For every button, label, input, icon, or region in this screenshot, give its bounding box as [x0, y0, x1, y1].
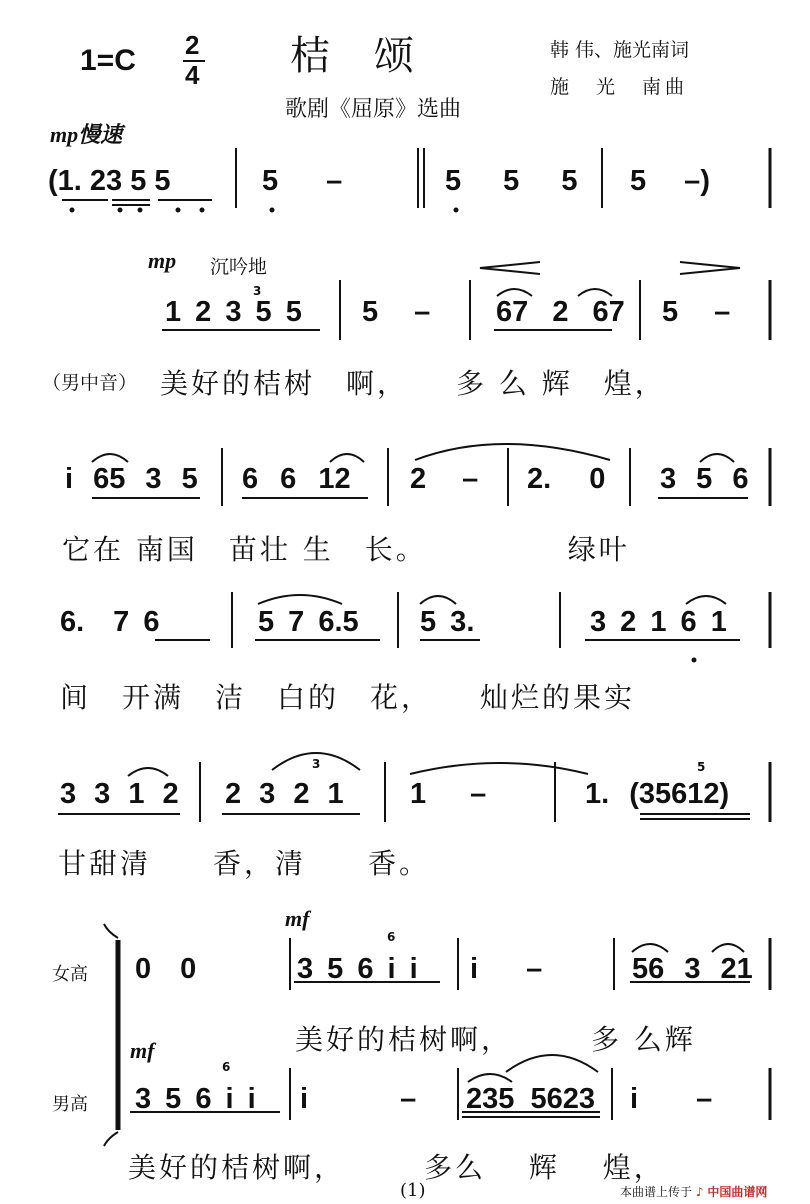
key-signature: 1=C [80, 44, 136, 77]
note-group: i – [630, 1083, 713, 1115]
grace-note: 3 [253, 284, 262, 298]
note-group: 1 – [410, 778, 487, 810]
note-group: i – [300, 1083, 417, 1115]
grace-note: 5 [697, 760, 706, 774]
watermark-logo-icon: ♪ [695, 1185, 704, 1199]
note-group: 5 5 5 [445, 165, 578, 197]
note-group: (1. 23 5 5 [48, 165, 171, 197]
lyricist-credit: 韩 伟、施光南词 [550, 39, 690, 61]
watermark-prefix: 本曲谱上传于 [620, 1185, 693, 1199]
grace-note: 6 [222, 1060, 231, 1074]
watermark-site: 中国曲谱网 [707, 1185, 768, 1199]
note-group: 3 3 1 2 [60, 778, 179, 810]
note-group: 5 – [262, 165, 343, 197]
expression-text: 沉吟地 [210, 256, 268, 278]
note-group: 1 2 3 5 5 [165, 296, 302, 328]
note-group: 5 3. [420, 606, 475, 638]
note-group: 3 5 6 i i [135, 1083, 256, 1115]
part-label-lower: 男高 [52, 1094, 88, 1115]
note-group: 1. (35612) [585, 778, 730, 810]
lyrics-line: 美好的桔树 啊， 多 么 辉 煌， [160, 367, 666, 400]
triplet-mark: 3 [312, 757, 321, 771]
note-group: 5 – [362, 296, 431, 328]
note-group: 3 5 6 [660, 463, 749, 495]
voice-label: （男中音） [42, 372, 138, 394]
note-group: 3 5 6 i i [297, 953, 418, 985]
note-group: 235 5623 [466, 1083, 595, 1115]
dynamic-mp: mp [148, 248, 177, 273]
note-group: 3 2 1 6 1 [590, 606, 727, 638]
composer-credit: 施 光 南曲 [550, 76, 689, 98]
note-group: 0 0 [135, 953, 197, 985]
lyrics-line-lower: 美好的桔树啊， 多么 辉 煌， [128, 1151, 665, 1184]
note-group: 56 3 21 [632, 953, 753, 985]
note-group: 5 – [662, 296, 731, 328]
grace-note: 6 [387, 930, 396, 944]
dynamic-mf-lower: mf [130, 1038, 155, 1063]
tempo-marking: mp慢速 [50, 122, 123, 147]
meter-top: 2 [185, 30, 200, 60]
note-group: 5 7 6.5 [258, 606, 359, 638]
dynamic-mf-upper: mf [285, 906, 310, 931]
lyrics-line: 它在 南国 苗壮 生 长。 绿叶 [62, 533, 630, 566]
part-label-upper: 女高 [52, 964, 88, 985]
note-group: 2. 0 [527, 463, 606, 495]
lyrics-line: 间 开满 洁 白的 花， 灿烂的果实 [60, 681, 636, 714]
lyrics-line: 甘甜清 香，清 香。 [58, 847, 431, 880]
note-group: 6. 7 6 [60, 606, 160, 638]
note-group: 67 2 67 [496, 296, 625, 328]
note-group: i – [470, 953, 543, 985]
note-group: 2 3 2 1 [225, 778, 344, 810]
lyrics-line-upper: 美好的桔树啊， 多 么辉 [295, 1023, 696, 1056]
subtitle: 歌剧《屈原》选曲 [285, 97, 462, 122]
note-group: 5 –) [630, 165, 710, 197]
note-group: 6 6 12 [242, 463, 351, 495]
note-group: i 65 3 5 [65, 463, 198, 495]
meter-bottom: 4 [185, 60, 200, 90]
page-number: (1) [400, 1180, 426, 1201]
note-group: 2 – [410, 463, 479, 495]
song-title: 桔 颂 [290, 33, 416, 79]
